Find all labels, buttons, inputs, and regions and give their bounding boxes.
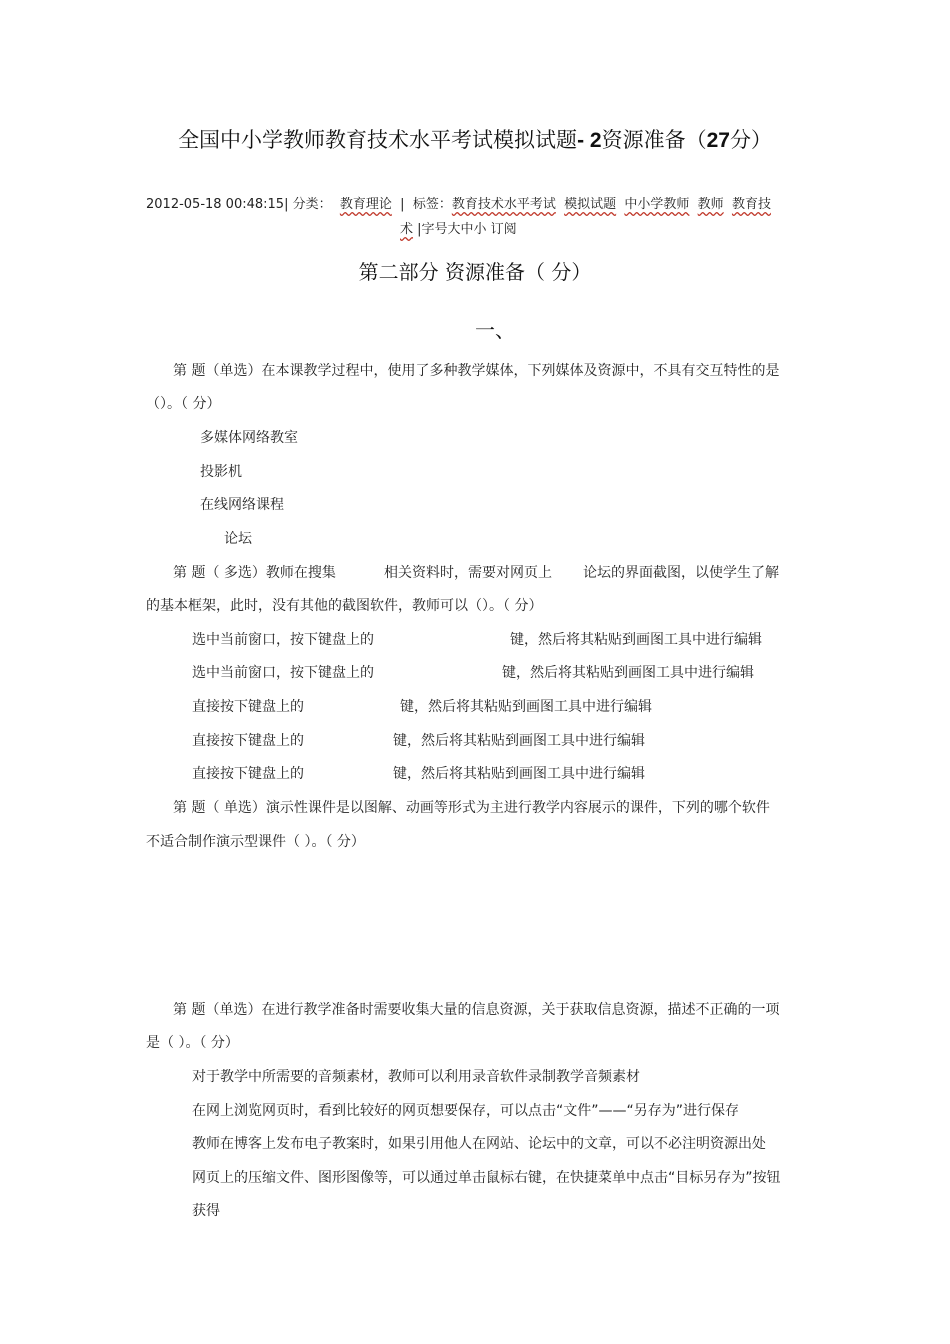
question-3-text-cont: 不适合制作演示型课件（ ）。（ 分）: [146, 834, 365, 850]
post-meta: [146, 193, 771, 212]
question-2-option-prefix: 选中当前窗口，按下键盘上的: [192, 632, 374, 648]
question-2-option-suffix: 键，然后将其粘贴到画图工具中进行编辑: [393, 766, 645, 782]
question-2-option-suffix: 键，然后将其粘贴到画图工具中进行编辑: [393, 733, 645, 749]
subsection-title: 一、: [475, 318, 515, 342]
question-4-option-cont: 获得: [192, 1203, 220, 1219]
question-2-option-suffix: 键，然后将其粘贴到画图工具中进行编辑: [510, 632, 762, 648]
question-4-text: 第 题（单选）在进行教学准备时需要收集大量的信息资源，关于获取信息资源，描述不正确的一项: [173, 1002, 780, 1018]
title-score: 27: [706, 129, 730, 152]
question-2-text-a: 第 题（ 多选）教师在搜集: [173, 565, 336, 581]
question-1-option: 在线网络课程: [200, 497, 284, 513]
tags-label: 标签：: [412, 197, 452, 212]
question-2-option-prefix: 直接按下键盘上的: [192, 733, 304, 749]
question-2-option-prefix: 直接按下键盘上的: [192, 699, 304, 715]
question-1-option: 论坛: [224, 531, 252, 547]
title-post: 分）: [729, 128, 772, 152]
question-2-option-suffix: 键，然后将其粘贴到画图工具中进行编辑: [502, 665, 754, 681]
category-label: 分类：: [292, 197, 332, 212]
question-2-option-suffix: 键，然后将其粘贴到画图工具中进行编辑: [400, 699, 652, 715]
title-mid: 资源准备（: [601, 128, 707, 152]
font-size-and-subscribe: |字号大中小 订阅: [417, 222, 517, 237]
post-meta-line2: [400, 218, 517, 237]
question-1-option: 投影机: [200, 464, 242, 480]
question-4-option: 对于教学中所需要的音频素材，教师可以利用录音软件录制教学音频素材: [192, 1069, 640, 1085]
tag-link[interactable]: 模拟试题: [564, 197, 617, 212]
question-2-text-cont: 的基本框架，此时，没有其他的截图软件，教师可以（）。（ 分）: [146, 598, 543, 614]
post-date: 2012-05-18 00:48:15|: [146, 197, 289, 212]
tag-link[interactable]: 教师: [697, 197, 724, 212]
question-4-option: 在网上浏览网页时，看到比较好的网页想要保存，可以点击“文件”——“另存为”进行保存: [192, 1103, 740, 1119]
section-title: 第二部分 资源准备（ 分）: [358, 260, 592, 284]
meta-separator: |: [400, 197, 405, 212]
question-2-option-prefix: 直接按下键盘上的: [192, 766, 304, 782]
page-title: [0, 124, 950, 154]
tag-link-tail[interactable]: 术: [400, 222, 414, 237]
question-4-text-cont: 是（ ）。（ 分）: [146, 1035, 239, 1051]
question-1-text-cont: （）。（ 分）: [146, 396, 221, 412]
question-4-option: 教师在博客上发布电子教案时，如果引用他人在网站、论坛中的文章，可以不必注明资源出处: [192, 1136, 766, 1152]
question-3-text: 第 题（ 单选）演示性课件是以图解、动画等形式为主进行教学内容展示的课件，下列的哪个软件: [173, 800, 770, 816]
title-pre: 全国中小学教师教育技术水平考试模拟试题: [178, 128, 578, 152]
category-link[interactable]: 教育理论: [339, 197, 392, 212]
question-1-option: 多媒体网络教室: [200, 430, 298, 446]
question-4-option: 网页上的压缩文件、图形图像等，可以通过单击鼠标右键，在快捷菜单中点击“目标另存为”按钮: [192, 1170, 781, 1186]
tag-link[interactable]: 教育技: [731, 197, 771, 212]
question-2-text-c: 论坛的界面截图，以使学生了解: [583, 565, 779, 581]
question-2-option-prefix: 选中当前窗口，按下键盘上的: [192, 665, 374, 681]
title-number: - 2: [577, 129, 602, 152]
question-1-text: 第 题（单选）在本课教学过程中，使用了多种教学媒体，下列媒体及资源中，不具有交互特性的是: [173, 363, 780, 379]
question-2-text-b: 相关资料时，需要对网页上: [384, 565, 552, 581]
tag-link[interactable]: 中小学教师: [624, 197, 690, 212]
tag-link[interactable]: 教育技术水平考试: [451, 197, 556, 212]
